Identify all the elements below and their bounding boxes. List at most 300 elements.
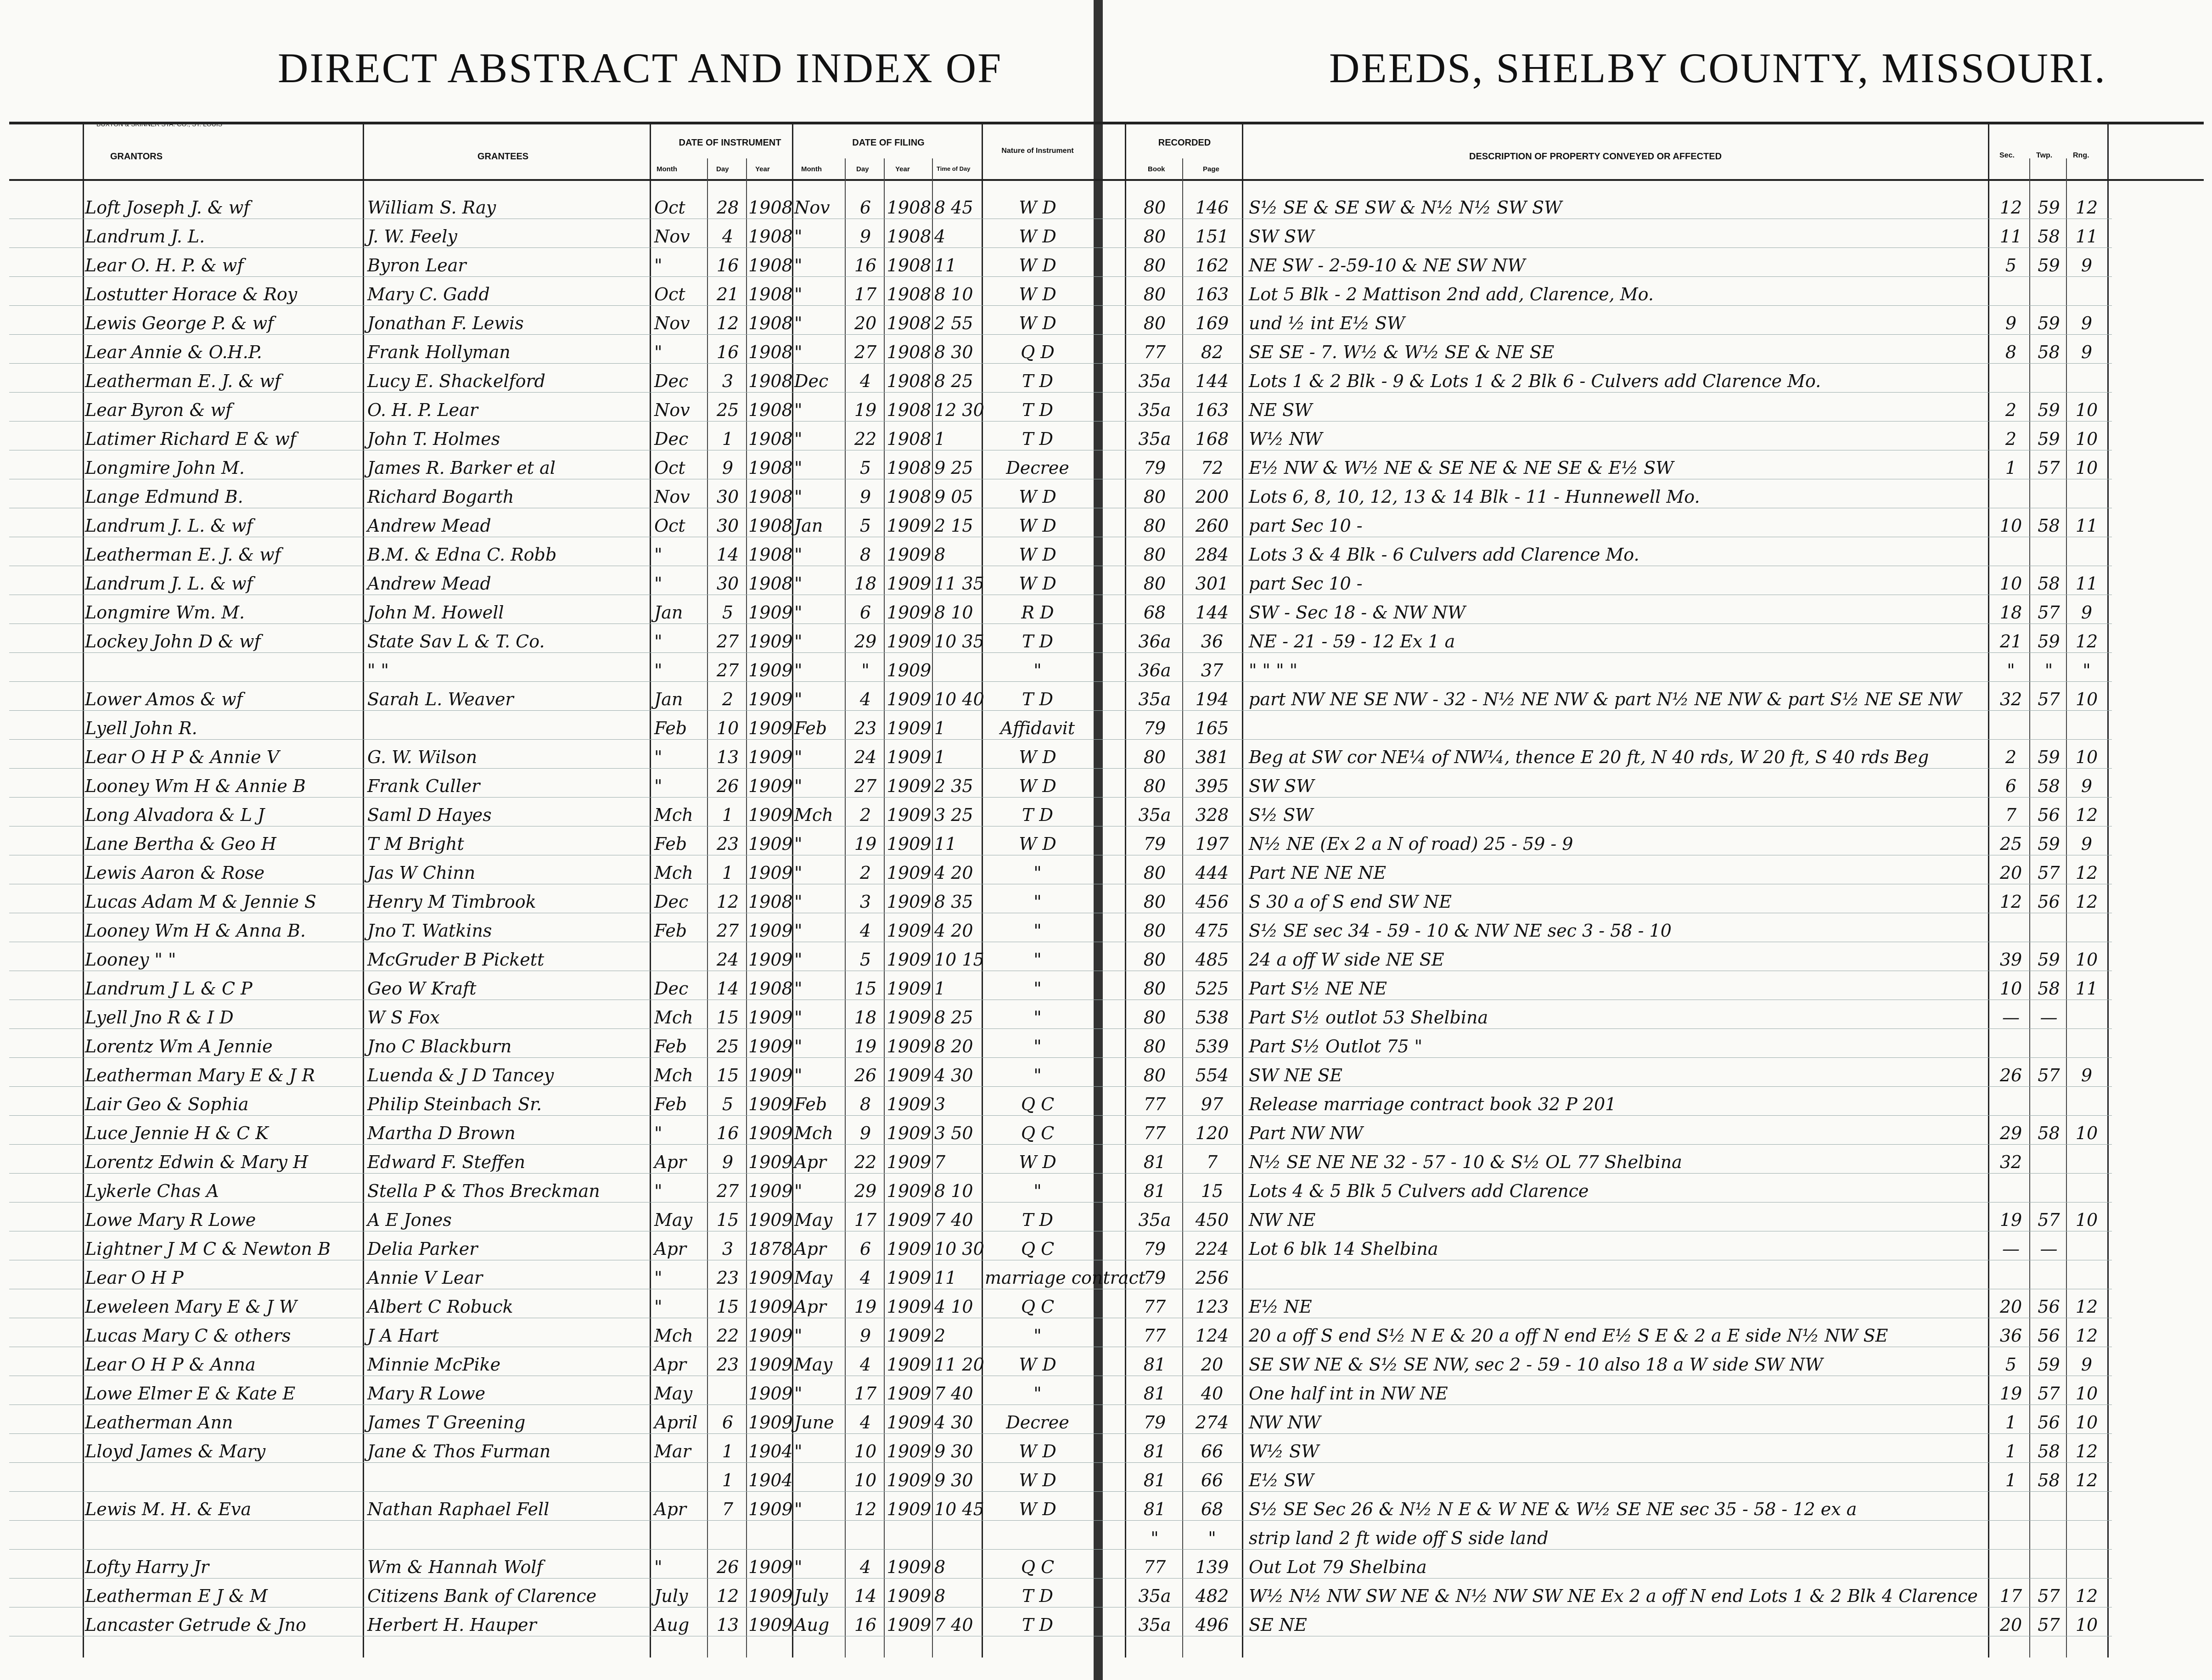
cell-fm: Mch (794, 805, 833, 825)
cell-grantee: J A Hart (367, 1326, 439, 1346)
cell-grantee: Wm & Hannah Wolf (367, 1557, 543, 1577)
cell-fy: 1909 (887, 1615, 932, 1635)
cell-ft: 2 35 (934, 776, 973, 796)
cell-desc: S½ SE Sec 26 & N½ N E & W NE & W½ SE NE sec 35 - 58 - 12 ex a (1249, 1499, 1857, 1519)
cell-fd: 24 (854, 747, 877, 767)
row-rule (9, 1115, 2112, 1116)
cell-iy: 1909 (748, 1297, 793, 1317)
cell-twp: 59 (2038, 255, 2060, 275)
cell-grantee: Sarah L. Weaver (367, 689, 514, 709)
cell-fd: 26 (854, 1065, 877, 1085)
cell-im: May (654, 1210, 693, 1230)
cell-fy: 1909 (887, 545, 932, 565)
row-rule (9, 276, 2112, 277)
cell-book: 77 (1143, 1094, 1166, 1114)
cell-twp: — (2040, 1239, 2058, 1259)
cell-nat: " (1033, 863, 1042, 883)
cell-fy: 1909 (887, 834, 932, 854)
cell-im: Mch (654, 1007, 693, 1028)
cell-fd: 19 (854, 400, 877, 420)
cell-nat: T D (1022, 371, 1053, 391)
cell-nat: Q C (1021, 1123, 1055, 1143)
cell-iy: 1909 (748, 1210, 793, 1230)
cell-im: " (654, 342, 662, 362)
header-bottom-rule (9, 179, 2204, 181)
cell-iy: 1908 (748, 371, 793, 391)
cell-fm: May (794, 1268, 833, 1288)
cell-fm: Apr (794, 1152, 826, 1172)
cell-id: 12 (716, 1586, 739, 1606)
cell-fm: " (794, 602, 803, 623)
table-row (0, 371, 2212, 389)
cell-fm: " (794, 776, 803, 796)
cell-im: Jan (654, 602, 683, 623)
cell-rng: 9 (2081, 1065, 2093, 1085)
cell-fy: 1909 (887, 1326, 932, 1346)
cell-nat: W D (1019, 573, 1056, 594)
cell-twp: 57 (2038, 1210, 2060, 1230)
cell-nat: " (1033, 1181, 1042, 1201)
cell-sec: 20 (1999, 1615, 2022, 1635)
cell-desc: Part S½ NE NE (1249, 978, 1387, 999)
cell-page: 165 (1195, 718, 1229, 738)
header-sec: Sec. (1999, 152, 2015, 159)
cell-page: 124 (1195, 1326, 1229, 1346)
cell-iy: 1909 (748, 1499, 793, 1519)
cell-fm: " (794, 1181, 803, 1201)
cell-fy: 1909 (887, 1586, 932, 1606)
cell-fy: 1909 (887, 1499, 932, 1519)
cell-fd: 12 (854, 1499, 877, 1519)
cell-book: 35a (1138, 1615, 1171, 1635)
cell-twp: 56 (2038, 892, 2060, 912)
cell-page: 381 (1195, 747, 1229, 767)
cell-fm: " (794, 834, 803, 854)
cell-page: 123 (1195, 1297, 1229, 1317)
cell-twp: 57 (2038, 1586, 2060, 1606)
cell-nat: Affidavit (1000, 718, 1075, 738)
table-row (0, 631, 2212, 650)
cell-sec: 17 (1999, 1586, 2022, 1606)
cell-grantor: Lowe Elmer E & Kate E (85, 1383, 296, 1404)
cell-nat: Q C (1021, 1094, 1055, 1114)
cell-id: 25 (716, 1036, 739, 1056)
cell-iy: 1908 (748, 458, 793, 478)
cell-grantee: Stella P & Thos Breckman (367, 1181, 600, 1201)
cell-iy: 1908 (748, 313, 793, 333)
cell-fd: 16 (854, 255, 877, 275)
table-row (0, 1586, 2212, 1604)
cell-page: 163 (1195, 284, 1229, 304)
cell-rng: 12 (2075, 631, 2098, 652)
cell-grantee: Nathan Raphael Fell (367, 1499, 550, 1519)
cell-grantor: Lewis Aaron & Rose (85, 863, 265, 883)
cell-sec: 1 (2005, 1470, 2017, 1490)
cell-fy: 1909 (887, 776, 932, 796)
cell-desc: Lots 6, 8, 10, 12, 13 & 14 Blk - 11 - Hunnewell Mo. (1249, 487, 1700, 507)
cell-twp: 58 (2038, 776, 2060, 796)
header-file-month: Month (801, 165, 822, 173)
table-row (0, 718, 2212, 736)
cell-book: 80 (1143, 545, 1166, 565)
cell-nat: W D (1019, 1470, 1056, 1490)
table-row (0, 1470, 2212, 1489)
cell-grantor: Lucas Adam M & Jennie S (85, 892, 317, 912)
cell-rng: 12 (2075, 1470, 2098, 1490)
cell-rng: " (2083, 660, 2091, 680)
cell-id: 26 (716, 776, 739, 796)
cell-page: 444 (1195, 863, 1229, 883)
cell-fd: 4 (859, 689, 871, 709)
cell-grantee: Andrew Mead (367, 516, 491, 536)
cell-ft: 8 10 (934, 602, 973, 623)
cell-fy: 1908 (887, 371, 932, 391)
cell-book: 77 (1143, 1557, 1166, 1577)
table-row (0, 1007, 2212, 1026)
cell-book: 36a (1138, 631, 1171, 652)
cell-desc: Lot 6 blk 14 Shelbina (1249, 1239, 1438, 1259)
header-book: Book (1148, 165, 1165, 173)
cell-im: Apr (654, 1499, 686, 1519)
cell-iy: 1908 (748, 255, 793, 275)
cell-grantor: Lear O. H. P. & wf (85, 255, 244, 275)
cell-book: 77 (1143, 1123, 1166, 1143)
cell-fd: 17 (854, 284, 877, 304)
cell-id: 9 (722, 1152, 734, 1172)
table-row (0, 1181, 2212, 1199)
cell-nat: W D (1019, 834, 1056, 854)
cell-fd: 19 (854, 1297, 877, 1317)
table-row (0, 805, 2212, 823)
cell-desc: SW SW (1249, 226, 1314, 247)
cell-rng: 9 (2081, 342, 2093, 362)
header-twp: Twp. (2036, 152, 2053, 159)
cell-page: 139 (1195, 1557, 1229, 1577)
cell-book: 80 (1143, 776, 1166, 796)
cell-iy: 1909 (748, 689, 793, 709)
cell-id: 15 (716, 1297, 739, 1317)
cell-twp: 58 (2038, 1123, 2060, 1143)
cell-im: Nov (654, 226, 690, 247)
cell-fd: 5 (859, 950, 871, 970)
cell-page: 163 (1195, 400, 1229, 420)
cell-sec: 2 (2005, 400, 2017, 420)
cell-grantee: Jonathan F. Lewis (367, 313, 524, 333)
cell-nat: Decree (1006, 458, 1069, 478)
cell-book: 80 (1143, 226, 1166, 247)
header-nature: Nature of Instrument (1001, 147, 1074, 155)
cell-grantor: Lightner J M C & Newton B (85, 1239, 331, 1259)
cell-ft: 1 (934, 978, 946, 999)
table-row (0, 1499, 2212, 1517)
cell-grantor: Leatherman Mary E & J R (85, 1065, 315, 1085)
cell-grantor: Lyell Jno R & I D (85, 1007, 234, 1028)
cell-sec: 19 (1999, 1383, 2022, 1404)
cell-id: 16 (716, 342, 739, 362)
cell-nat: T D (1022, 1615, 1053, 1635)
table-row (0, 1152, 2212, 1170)
cell-fd: 27 (854, 342, 877, 362)
cell-fm: June (794, 1412, 834, 1433)
cell-book: 80 (1143, 747, 1166, 767)
cell-grantee: Saml D Hayes (367, 805, 492, 825)
cell-ft: 2 55 (934, 313, 973, 333)
cell-fy: 1909 (887, 1297, 932, 1317)
cell-fy: 1909 (887, 1239, 932, 1259)
cell-rng: 10 (2075, 458, 2098, 478)
cell-iy: 1909 (748, 1152, 793, 1172)
cell-iy: 1908 (748, 978, 793, 999)
row-rule (9, 1549, 2112, 1550)
cell-ft: 10 15 (934, 950, 984, 970)
cell-fm: Aug (794, 1615, 830, 1635)
cell-iy: 1909 (748, 1181, 793, 1201)
row-rule (9, 334, 2112, 335)
table-row (0, 1528, 2212, 1546)
cell-twp: 59 (2038, 313, 2060, 333)
cell-im: Feb (654, 718, 687, 738)
cell-fy: 1909 (887, 978, 932, 999)
cell-fm: " (794, 1036, 803, 1056)
cell-im: May (654, 1383, 693, 1404)
cell-rng: 10 (2075, 1210, 2098, 1230)
cell-ft: 8 20 (934, 1036, 973, 1056)
cell-id: 25 (716, 400, 739, 420)
cell-im: Oct (654, 458, 685, 478)
cell-rng: 11 (2075, 226, 2098, 247)
cell-nat: W D (1019, 1441, 1056, 1461)
cell-desc: Part S½ Outlot 75 " (1249, 1036, 1423, 1056)
cell-grantee: W S Fox (367, 1007, 440, 1028)
cell-id: 15 (716, 1210, 739, 1230)
cell-grantor: Lucas Mary C & others (85, 1326, 291, 1346)
table-row (0, 776, 2212, 794)
cell-ft: 11 20 (934, 1354, 984, 1375)
cell-ft: 7 (934, 1152, 946, 1172)
cell-iy: 1909 (748, 834, 793, 854)
cell-grantee: Geo W Kraft (367, 978, 477, 999)
cell-book: 79 (1143, 1239, 1166, 1259)
cell-fd: 6 (859, 1239, 871, 1259)
cell-fy: 1909 (887, 1470, 932, 1490)
cell-iy: 1909 (748, 1354, 793, 1375)
cell-page: 301 (1195, 573, 1229, 594)
cell-fm: " (794, 660, 803, 680)
cell-fm: " (794, 545, 803, 565)
cell-book: 80 (1143, 1036, 1166, 1056)
cell-fm: " (794, 950, 803, 970)
cell-nat: T D (1022, 689, 1053, 709)
row-rule (9, 710, 2112, 711)
cell-sec: 26 (1999, 1065, 2022, 1085)
cell-grantor: Lorentz Edwin & Mary H (85, 1152, 309, 1172)
cell-im: " (654, 747, 662, 767)
table-row (0, 747, 2212, 765)
cell-book: 80 (1143, 284, 1166, 304)
cell-id: 12 (716, 313, 739, 333)
cell-fy: 1909 (887, 1007, 932, 1028)
cell-iy: 1909 (748, 1094, 793, 1114)
cell-rng: 10 (2075, 429, 2098, 449)
header-file-day: Day (856, 165, 869, 173)
table-row (0, 197, 2212, 216)
cell-iy: 1904 (748, 1470, 793, 1490)
cell-id: 3 (722, 1239, 734, 1259)
cell-desc: SW SW (1249, 776, 1314, 796)
cell-book: 81 (1143, 1152, 1166, 1172)
cell-fm: Mch (794, 1123, 833, 1143)
table-row (0, 458, 2212, 476)
table-row (0, 921, 2212, 939)
cell-ft: 10 40 (934, 689, 984, 709)
cell-grantee: State Sav L & T. Co. (367, 631, 545, 652)
cell-nat: marriage contract (985, 1268, 1145, 1288)
cell-grantee: Minnie McPike (367, 1354, 501, 1375)
cell-iy: 1908 (748, 284, 793, 304)
cell-ft: 4 10 (934, 1297, 973, 1317)
table-row (0, 429, 2212, 447)
row-rule (9, 1144, 2112, 1145)
cell-fd: 4 (859, 1412, 871, 1433)
table-row (0, 834, 2212, 852)
cell-nat: W D (1019, 516, 1056, 536)
cell-book: 35a (1138, 805, 1171, 825)
table-row (0, 1094, 2212, 1113)
header-grantors: GRANTORS (110, 152, 163, 162)
cell-fd: 29 (854, 631, 877, 652)
cell-ft: 9 25 (934, 458, 973, 478)
cell-sec: 2 (2005, 747, 2017, 767)
cell-nat: W D (1019, 487, 1056, 507)
cell-id: 6 (722, 1412, 734, 1433)
cell-ft: 11 (934, 834, 957, 854)
cell-nat: W D (1019, 226, 1056, 247)
cell-ft: 4 30 (934, 1065, 973, 1085)
cell-page: 68 (1201, 1499, 1224, 1519)
cell-fy: 1909 (887, 573, 932, 594)
cell-fm: " (794, 921, 803, 941)
cell-page: 162 (1195, 255, 1229, 275)
cell-fy: 1908 (887, 429, 932, 449)
row-rule (9, 1028, 2112, 1029)
table-row (0, 978, 2212, 997)
cell-page: 97 (1201, 1094, 1224, 1114)
cell-id: 30 (716, 487, 739, 507)
header-date-instrument: DATE OF INSTRUMENT (679, 138, 781, 148)
cell-nat: T D (1022, 1586, 1053, 1606)
cell-id: 1 (722, 1441, 734, 1461)
cell-fd: 15 (854, 978, 877, 999)
cell-fd: 10 (854, 1470, 877, 1490)
cell-iy: 1909 (748, 805, 793, 825)
cell-page: 72 (1201, 458, 1224, 478)
cell-fy: 1909 (887, 1268, 932, 1288)
row-rule (9, 1578, 2112, 1579)
table-row (0, 487, 2212, 505)
cell-sec: 39 (1999, 950, 2022, 970)
cell-fm: " (794, 226, 803, 247)
cell-fy: 1908 (887, 313, 932, 333)
cell-desc: Part S½ outlot 53 Shelbina (1249, 1007, 1488, 1028)
cell-fd: 8 (859, 1094, 871, 1114)
cell-nat: W D (1019, 545, 1056, 565)
cell-fd: 4 (859, 1268, 871, 1288)
cell-ft: 8 30 (934, 342, 973, 362)
cell-page: 224 (1195, 1239, 1229, 1259)
cell-grantor: Lear O H P (85, 1268, 184, 1288)
cell-page: 194 (1195, 689, 1229, 709)
cell-grantor: Lear O H P & Anna (85, 1354, 256, 1375)
cell-im: Aug (654, 1615, 690, 1635)
cell-fd: 16 (854, 1615, 877, 1635)
cell-book: 81 (1143, 1470, 1166, 1490)
cell-ft: 3 25 (934, 805, 973, 825)
cell-fd: 29 (854, 1181, 877, 1201)
cell-iy: 1909 (748, 1615, 793, 1635)
cell-grantee: Henry M Timbrook (367, 892, 536, 912)
cell-book: 79 (1143, 1268, 1166, 1288)
cell-fd: 10 (854, 1441, 877, 1461)
cell-desc: NE - 21 - 59 - 12 Ex 1 a (1249, 631, 1455, 652)
cell-fy: 1909 (887, 631, 932, 652)
cell-desc: N½ NE (Ex 2 a N of road) 25 - 59 - 9 (1249, 834, 1573, 854)
cell-nat: W D (1019, 1152, 1056, 1172)
cell-desc: Lot 5 Blk - 2 Mattison 2nd add, Clarence, Mo. (1249, 284, 1654, 304)
cell-iy: 1908 (748, 197, 793, 218)
cell-fm: July (794, 1586, 828, 1606)
cell-ft: 3 50 (934, 1123, 973, 1143)
cell-sec: 36 (1999, 1326, 2022, 1346)
cell-page: 274 (1195, 1412, 1229, 1433)
cell-fy: 1909 (887, 921, 932, 941)
header-file-time: Time of Day (937, 165, 971, 172)
cell-fd: 9 (859, 1326, 871, 1346)
cell-ft: 1 (934, 718, 946, 738)
cell-sec: 19 (1999, 1210, 2022, 1230)
cell-id: 13 (716, 747, 739, 767)
cell-fd: 18 (854, 573, 877, 594)
header-page: Page (1203, 165, 1219, 173)
cell-id: 16 (716, 255, 739, 275)
cell-ft: 10 35 (934, 631, 984, 652)
row-rule (9, 1433, 2112, 1434)
cell-ft: 10 30 (934, 1239, 984, 1259)
cell-fm: " (794, 573, 803, 594)
cell-twp: 59 (2038, 631, 2060, 652)
cell-grantor: Leatherman E. J. & wf (85, 545, 281, 565)
cell-grantor: Loft Joseph J. & wf (85, 197, 250, 218)
cell-iy: 1908 (748, 892, 793, 912)
cell-desc: Lots 4 & 5 Blk 5 Culvers add Clarence (1249, 1181, 1589, 1201)
cell-book: 81 (1143, 1181, 1166, 1201)
cell-ft: 1 (934, 747, 946, 767)
cell-fy: 1909 (887, 718, 932, 738)
cell-rng: 12 (2075, 805, 2098, 825)
cell-id: 5 (722, 602, 734, 623)
cell-fd: 4 (859, 1557, 871, 1577)
cell-rng: 12 (2075, 1441, 2098, 1461)
cell-iy: 1878 (748, 1239, 793, 1259)
cell-desc: W½ N½ NW SW NE & N½ NW SW NE Ex 2 a off N end Lots 1 & 2 Blk 4 Clarence (1249, 1586, 1978, 1606)
cell-nat: Q D (1021, 342, 1055, 362)
cell-desc: NW NW (1249, 1412, 1321, 1433)
cell-im: Mch (654, 1326, 693, 1346)
cell-ft: 8 25 (934, 371, 973, 391)
cell-fy: 1908 (887, 197, 932, 218)
cell-rng: 9 (2081, 834, 2093, 854)
cell-grantee: Jno T. Watkins (367, 921, 492, 941)
cell-page: 482 (1195, 1586, 1229, 1606)
